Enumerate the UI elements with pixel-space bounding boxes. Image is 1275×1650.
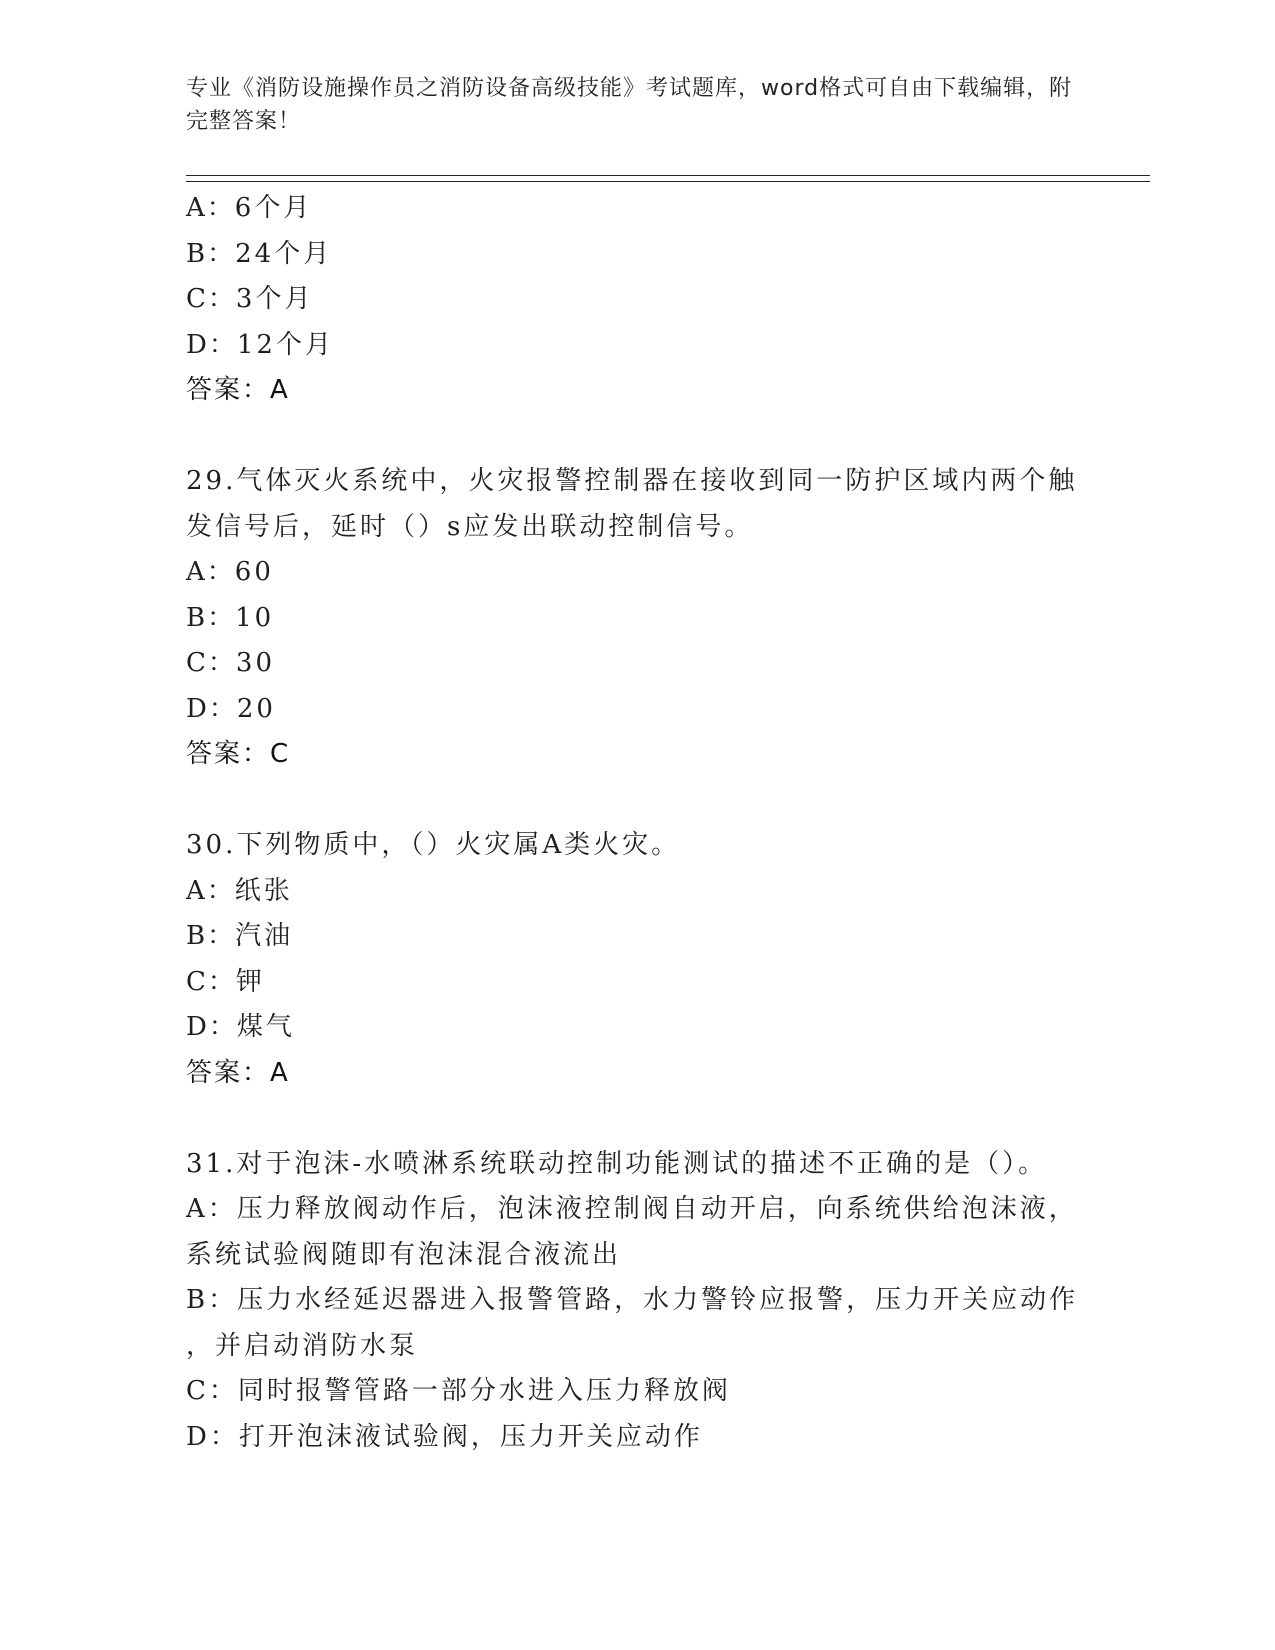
option-d: D：打开泡沫液试验阀，压力开关应动作: [186, 1421, 703, 1452]
option-c: C：30: [186, 648, 275, 678]
question-30: [186, 823, 1106, 1096]
question-29: [186, 459, 1106, 778]
question-list: [186, 186, 1106, 1460]
option-a: A：压力释放阀动作后，泡沫液控制阀自动开启，向系统供给泡沫液，: [186, 1194, 1078, 1224]
question-stem-continued: 发信号后，延时（）s应发出联动控制信号。: [186, 511, 754, 542]
document-header: 专业《消防设施操作员之消防设备高级技能》考试题库，word格式可自由下载编辑，附完整答案！: [186, 76, 1073, 134]
option-b-continued: ，并启动消防水泵: [186, 1330, 419, 1361]
option-a: A：60: [186, 557, 274, 587]
question-stem: 29.气体灭火系统中，火灾报警控制器在接收到同一防护区域内两个触: [186, 466, 1078, 496]
header-divider-bottom: [186, 181, 1150, 182]
option-b: B：24个月: [186, 238, 333, 269]
option-d: D：煤气: [186, 1012, 295, 1042]
header-divider-top: [186, 175, 1150, 176]
option-d: D：20: [186, 693, 276, 724]
option-b: B：汽油: [186, 921, 294, 951]
option-b: B：压力水经延迟器进入报警管路，水力警铃应报警，压力开关应动作: [186, 1285, 1079, 1315]
question-stem: 30.下列物质中，（）火灾属A类火灾。: [186, 830, 681, 860]
question-28-options: [186, 186, 1106, 414]
option-b: B：10: [186, 602, 275, 633]
answer-line: 答案：C: [186, 739, 291, 769]
option-a: A：6个月: [186, 193, 313, 223]
question-31: [186, 1142, 1106, 1461]
option-a: A：纸张: [186, 875, 293, 906]
answer-line: 答案：A: [186, 375, 290, 405]
option-c: C：同时报警管路一部分水进入压力释放阀: [186, 1376, 731, 1406]
option-d: D：12个月: [186, 329, 334, 360]
option-c: C：钾: [186, 966, 265, 997]
option-c: C：3个月: [186, 284, 314, 314]
option-a-continued: 系统试验阀随即有泡沫混合液流出: [186, 1239, 622, 1270]
question-stem: 31.对于泡沫-水喷淋系统联动控制功能测试的描述不正确的是（）。: [186, 1148, 1048, 1179]
answer-line: 答案：A: [186, 1057, 290, 1088]
